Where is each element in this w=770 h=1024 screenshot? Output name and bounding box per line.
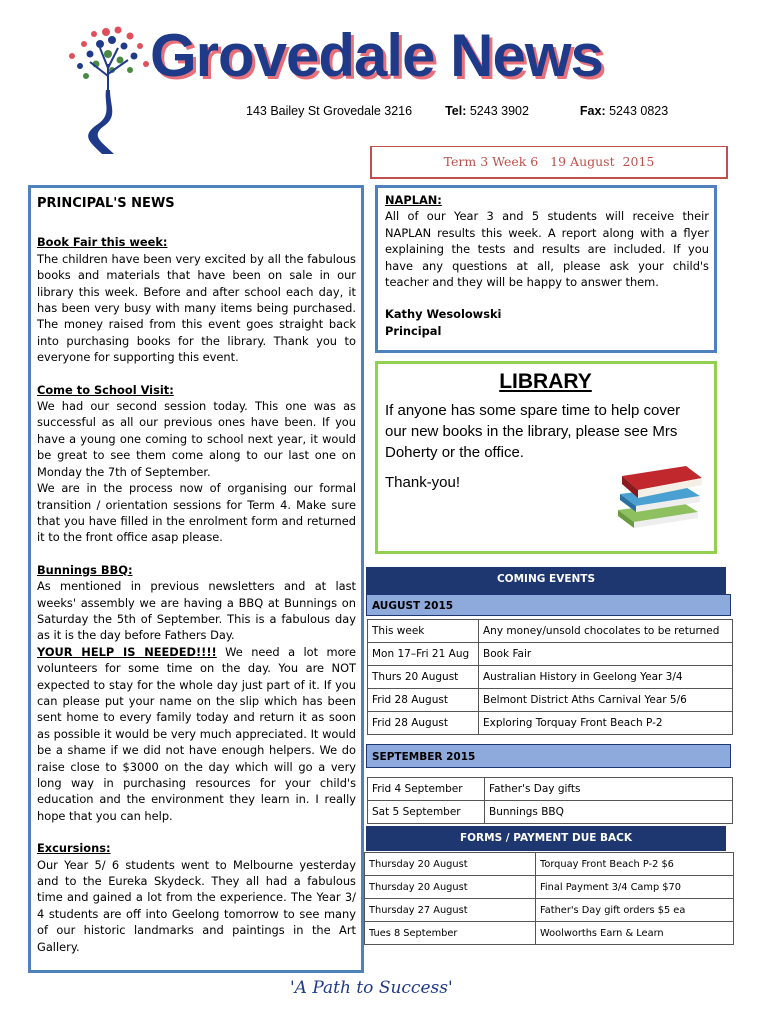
term-date-banner: Term 3 Week 6 19 August 2015 <box>370 146 728 179</box>
fax-number: 5243 0823 <box>609 104 669 118</box>
august-header: AUGUST 2015 <box>366 594 731 616</box>
tel-number: 5243 3902 <box>469 104 529 118</box>
fax-label: Fax: <box>579 104 606 118</box>
book-fair-text: The children have been very excited by all the fabulous books and materials that have been on sale in our library this week. Before and after school each day, it has been very busy with many items being purchased. The money raised from this event goes straight back into purchasing books for the library. Thank you to everyone for supporting this event. <box>37 251 356 365</box>
excursions-heading: Excursions: <box>37 841 111 856</box>
principal-news-box <box>28 185 364 973</box>
naplan-heading: NAPLAN: <box>385 193 442 207</box>
event-description: Father's Day gift orders $5 ea <box>536 899 734 922</box>
event-row <box>368 712 733 735</box>
excursions-text: Our Year 5/ 6 students went to Melbourne yesterday and to the Eureka Skydeck. They all had a fabulous time and gained a lot from the experience. The Year 3/ 4 students are off into Geelong tomorrow to see many of our historic landmarks and paintings in the Art Gallery. <box>37 857 356 954</box>
event-description: Australian History in Geelong Year 3/4 <box>479 666 733 689</box>
event-description: Exploring Torquay Front Beach P-2 <box>479 712 733 735</box>
event-row <box>368 801 733 824</box>
event-row <box>368 643 733 666</box>
books-stack-icon <box>612 452 704 528</box>
principal-heading: PRINCIPAL'S NEWS <box>37 196 175 211</box>
event-row <box>365 876 734 899</box>
naplan-box <box>375 185 717 353</box>
event-row <box>368 778 733 801</box>
library-heading: LIBRARY <box>499 370 592 393</box>
forms-header: FORMS / PAYMENT DUE BACK <box>366 826 726 851</box>
bbq-heading: Bunnings BBQ: <box>37 562 133 577</box>
naplan-text: All of our Year 3 and 5 students will receive their NAPLAN results this week. A report along with a flyer explaining the tests and results are included. If you have any questions at all, please ask your child's teacher and they will be happy to answer them. <box>385 209 709 290</box>
event-description: Belmont District Aths Carnival Year 5/6 <box>479 689 733 712</box>
help-needed-callout: YOUR HELP IS NEEDED!!!! <box>37 644 217 659</box>
event-date: Thursday 20 August <box>365 876 536 899</box>
event-row <box>368 689 733 712</box>
event-description: Any money/unsold chocolates to be returned <box>479 620 733 643</box>
bbq-text: As mentioned in previous newsletters and at last weeks' assembly we are having a BBQ at Bunnings on Saturday the 5th of September. This is a fabulous day as it is the day before Fathers Day. <box>37 579 356 643</box>
august-events-table <box>367 619 733 735</box>
library-text: If anyone has some spare time to help cover our new books in the library, please see Mrs Doherty or the office. <box>385 402 681 461</box>
school-visit-text: We had our second session today. This one was as successful as all our previous ones have been. If you have a young one coming to school next year, it would be great to see them come along to our last one on Monday the 7th of September. <box>37 399 356 479</box>
event-date: Frid 28 August <box>368 712 479 735</box>
contact-line <box>246 104 668 118</box>
event-row <box>365 853 734 876</box>
event-description: Book Fair <box>479 643 733 666</box>
event-date: This week <box>368 620 479 643</box>
event-date: Frid 28 August <box>368 689 479 712</box>
school-visit-heading: Come to School Visit: <box>37 382 174 397</box>
event-date: Thursday 27 August <box>365 899 536 922</box>
book-fair-heading: Book Fair this week: <box>37 235 168 250</box>
event-row <box>368 620 733 643</box>
event-date: Tues 8 September <box>365 922 536 945</box>
transition-text: We are in the process now of organising our formal transition / orientation sessions for Term 4. Make sure that you have filled in the enrolment form and returned it to the front office asap please. <box>37 481 356 545</box>
newsletter-title: Grovedale News <box>150 22 603 89</box>
event-date: Mon 17–Fri 21 Aug <box>368 643 479 666</box>
library-thanks: Thank-you! <box>385 474 461 491</box>
event-date: Thursday 20 August <box>365 853 536 876</box>
september-events-table <box>367 777 733 824</box>
tel-label: Tel: <box>445 104 467 118</box>
bbq-help-text: We need a lot more volunteers for some time on the day. You are NOT expected to stay for the whole day just part of it. If you can please put your name on the slip which has been sent home to every family today and return it as soon as possible it would be very much appreciated. It would be a shame if we did not have enough helpers. We do raise close to $3000 on the day which will go a very long way in purchasing resources for your child's education and the environment they learn in. I really hope that you can help. <box>37 644 356 823</box>
signature-name: Kathy Wesolowski <box>385 307 502 322</box>
forms-table <box>364 852 734 945</box>
event-row <box>365 922 734 945</box>
library-box <box>375 361 717 554</box>
signature-role: Principal <box>385 323 442 338</box>
coming-events-header: COMING EVENTS <box>366 567 726 594</box>
event-date: Frid 4 September <box>368 778 485 801</box>
event-row <box>368 666 733 689</box>
address-text: 143 Bailey St Grovedale 3216 <box>246 104 413 118</box>
bbq-help-paragraph <box>37 644 356 824</box>
event-description: Torquay Front Beach P-2 $6 <box>536 853 734 876</box>
event-description: Final Payment 3/4 Camp $70 <box>536 876 734 899</box>
event-row <box>365 899 734 922</box>
event-description: Bunnings BBQ <box>485 801 733 824</box>
event-date: Sat 5 September <box>368 801 485 824</box>
school-tree-logo <box>50 24 160 154</box>
september-header: SEPTEMBER 2015 <box>366 744 731 768</box>
event-description: Father's Day gifts <box>485 778 733 801</box>
event-description: Woolworths Earn & Learn <box>536 922 734 945</box>
school-motto: 'A Path to Success' <box>290 978 453 998</box>
event-date: Thurs 20 August <box>368 666 479 689</box>
